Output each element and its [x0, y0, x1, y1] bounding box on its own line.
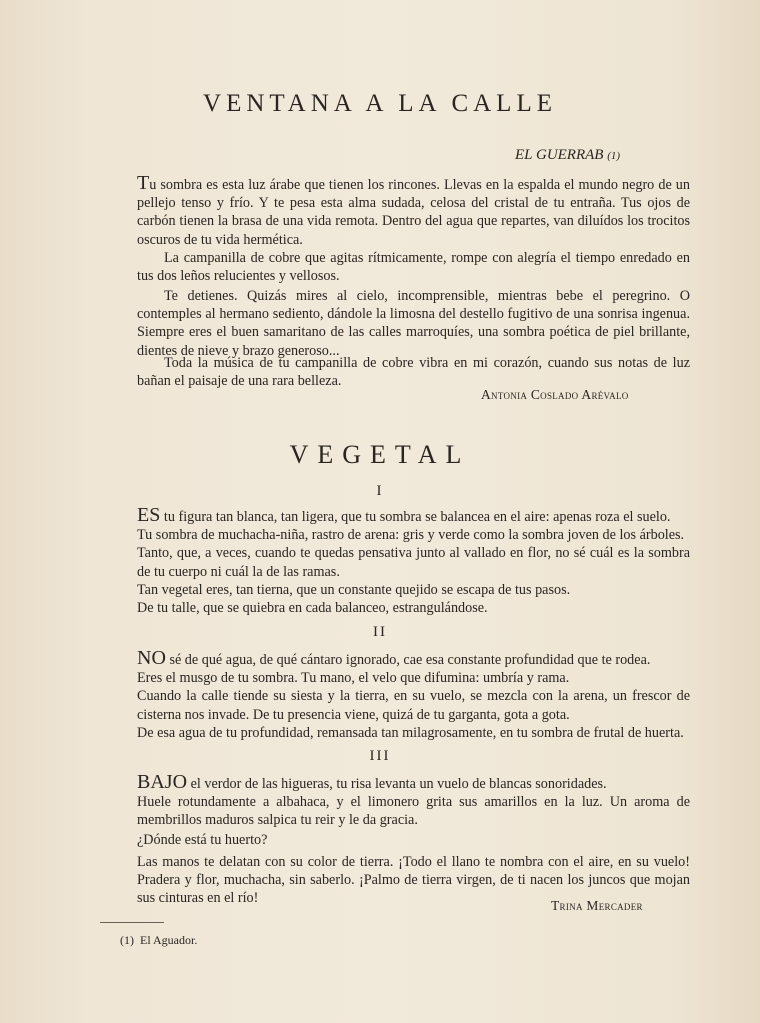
- subtitle-text: EL GUERRAB: [515, 147, 604, 163]
- poem-section-3: [137, 773, 690, 830]
- paragraph-1-text: u sombra es esta luz árabe que tienen los rincones. Llevas en la espalda el mundo negro de un pellejo tenso y frío. Y te pesa esta alma sudada, celosa del cristal de tu entraña. Tus ojos de carbón tienen la brasa de una vida remota. Dentro del agua que repartes, van diluídos los trocitos oscuros de tu vida hermética.: [137, 177, 690, 248]
- poem-section-1: [137, 506, 690, 617]
- footnote-marker: (1): [120, 933, 134, 947]
- initial-letter: BAJO: [137, 771, 188, 793]
- verse-text: sé de qué agua, de qué cántaro ignorado, cae esa constante profundidad que te rodea.: [165, 652, 651, 668]
- initial-letter: T: [137, 172, 150, 194]
- verse-line: [137, 649, 690, 669]
- paragraph-2: La campanilla de cobre que agitas rítmicamente, rompe con alegría el tiempo enredado en tus dos leños relucientes y vellosos.: [137, 250, 690, 285]
- paragraph-4: Toda la música de tu campanilla de cobre vibra en mi corazón, cuando sus notas de luz bañan el paisaje de una rara belleza.: [137, 355, 690, 390]
- verse-line: Tu sombra de muchacha-niña, rastro de arena: gris y verde como la sombra joven de los árboles.: [137, 527, 685, 544]
- poem-author-signature: Trina Mercader: [551, 898, 643, 913]
- verse-text: tu figura tan blanca, tan ligera, que tu sombra se balancea en el aire: apenas roza el suelo.: [160, 509, 671, 525]
- footnote-divider: [100, 922, 164, 923]
- article-subtitle: [515, 147, 620, 164]
- verse-line: De esa agua de tu profundidad, remansada tan milagrosamente, en tu sombra de frutal de huerta.: [137, 724, 684, 741]
- poem-question: ¿Dónde está tu huerto?: [137, 832, 268, 848]
- verse-line: Huele rotundamente a albahaca, y el limonero grita sus amarillos en la luz. Un aroma de membrillos maduros salpica tu reir y le da gracia.: [137, 794, 690, 829]
- paragraph-1: [137, 174, 690, 249]
- initial-letter: NO: [137, 647, 166, 669]
- section-numeral-3: III: [369, 748, 391, 764]
- section-numeral-2: II: [373, 624, 387, 640]
- paragraph-3: Te detienes. Quizás mires al cielo, incomprensible, mientras bebe el peregrino. O contemples al hermano sediento, dándole la limosna del destello fugitivo de una sonrisa ingenua. Siempre eres el buen samaritano de las calles marroquíes, una sombra poética de piel brillante, dientes de nieve y brazo generoso...: [137, 288, 690, 359]
- article-title: VENTANA A LA CALLE: [203, 90, 557, 117]
- initial-letter: ES: [137, 504, 161, 526]
- footnote: [120, 933, 197, 948]
- section-numeral-1: I: [376, 483, 384, 499]
- verse-line: De tu talle, que se quiebra en cada balanceo, estrangulándose.: [137, 600, 488, 617]
- poem-section-2: [137, 649, 690, 742]
- poem-title: VEGETAL: [289, 440, 471, 469]
- author-signature: Antonia Coslado Arévalo: [481, 387, 629, 402]
- verse-line: Tan vegetal eres, tan tierna, que un constante quejido se escapa de tus pasos.: [137, 581, 571, 598]
- poem-closing: Las manos te delatan con su color de tierra. ¡Todo el llano te nombra con el aire, en su vuelo! Pradera y flor, muchacha, sin saberlo. ¡Palmo de tierra virgen, de ti nacen los juncos que mojan sus cinturas en el río!: [137, 854, 690, 907]
- footnote-reference: (1): [607, 150, 621, 162]
- verse-line: Cuando la calle tiende su siesta y la tierra, en su vuelo, se mezcla con la arena, un frescor de cisterna nos invade. De tu presencia viene, quizá de tu garganta, gota a gota.: [137, 688, 690, 723]
- verse-text: el verdor de las higueras, tu risa levanta un vuelo de blancas sonoridades.: [187, 776, 607, 792]
- footnote-text: El Aguador.: [140, 933, 198, 947]
- verse-line: [137, 506, 690, 526]
- verse-line: Eres el musgo de tu sombra. Tu mano, el velo que difumina: umbría y rama.: [137, 670, 570, 687]
- verse-line: [137, 773, 690, 793]
- verse-line: Tanto, que, a veces, cuando te quedas pensativa junto al vallado en flor, no sé cuál es la sombra de tu cuerpo ni cuál la de las ramas.: [137, 545, 690, 580]
